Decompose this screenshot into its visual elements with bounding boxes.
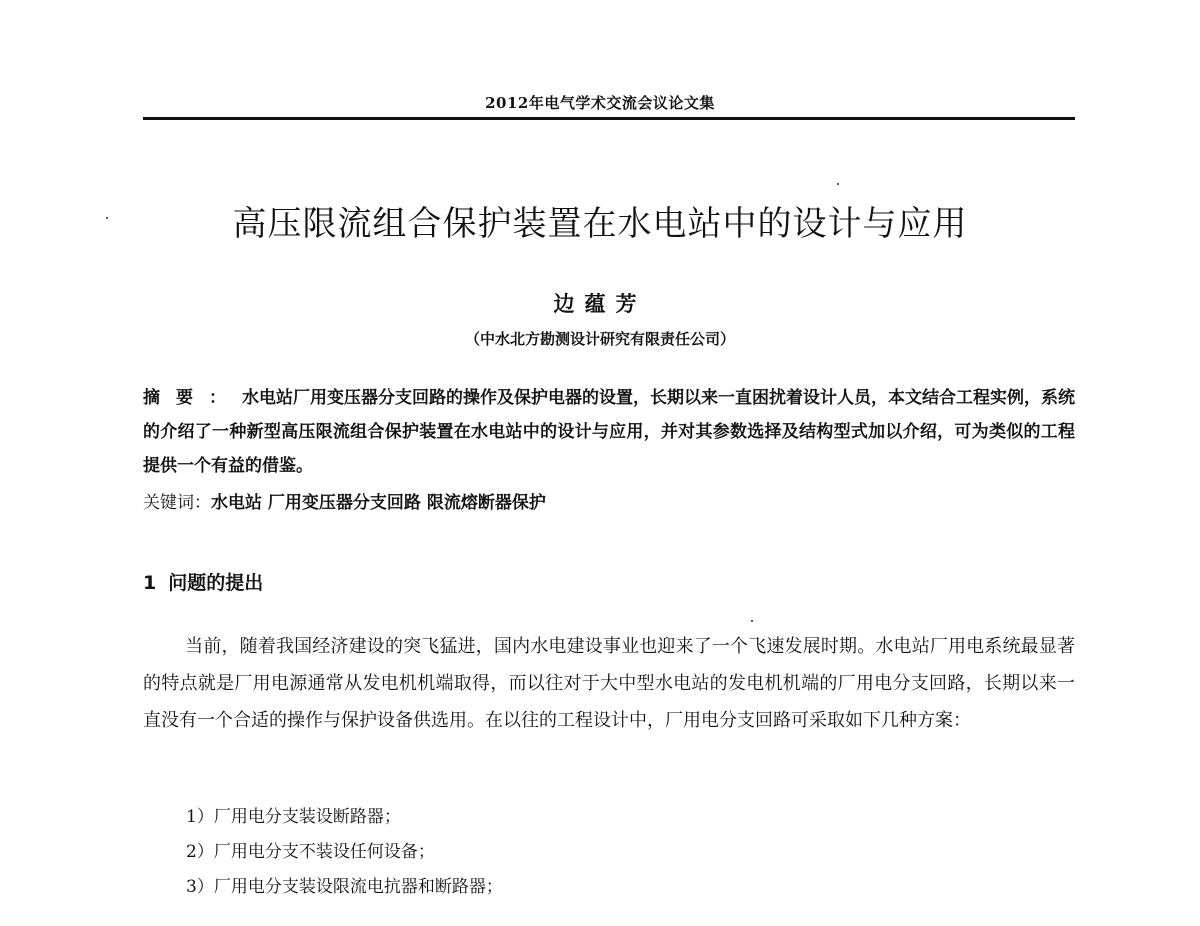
scan-speck (837, 183, 839, 185)
scan-speck (751, 620, 753, 622)
abstract (143, 381, 1075, 483)
abstract-text: 水电站厂用变压器分支回路的操作及保护电器的设置，长期以来一直困扰着设计人员，本文结合工程实例，系统的介绍了一种新型高压限流组合保护装置在水电站中的设计与应用，并对其参数选择及结构型式加以介绍，可为类似的工程提供一个有益的借鉴。 (143, 388, 1075, 476)
list-item: 1）厂用电分支装设断路器； (186, 807, 401, 827)
abstract-label: 摘要： (143, 388, 242, 408)
option-list (186, 800, 1075, 905)
paper-title: 高压限流组合保护装置在水电站中的设计与应用 (232, 204, 968, 244)
author-affiliation: （中水北方勘测设计研究有限责任公司） (464, 330, 735, 348)
section-number: 1 (143, 572, 157, 594)
keywords-text: 水电站 厂用变压器分支回路 限流熔断器保护 (211, 493, 546, 513)
list-item: 2）厂用电分支不装设任何设备； (186, 842, 435, 862)
body-paragraph (143, 628, 1075, 739)
keywords-label: 关键词： (143, 493, 211, 513)
section-title: 问题的提出 (168, 572, 264, 594)
running-header: 2012年电气学术交流会议论文集 (485, 94, 715, 112)
paragraph-text: 当前，随着我国经济建设的突飞猛进，国内水电建设事业也迎来了一个飞速发展时期。水电站厂用电系统最显著的特点就是厂用电源通常从发电机机端取得，而以往对于大中型水电站的发电机机端的厂用电分支回路，长期以来一直没有一个合适的操作与保护设备供选用。在以往的工程设计中，厂用电分支回路可采取如下几种方案： (143, 636, 1075, 731)
list-item: 3）厂用电分支装设限流电抗器和断路器； (186, 877, 503, 897)
author-name: 边蕴芳 (553, 291, 647, 316)
keywords (143, 488, 1075, 518)
header-rule (143, 117, 1075, 120)
section-heading (143, 568, 263, 595)
